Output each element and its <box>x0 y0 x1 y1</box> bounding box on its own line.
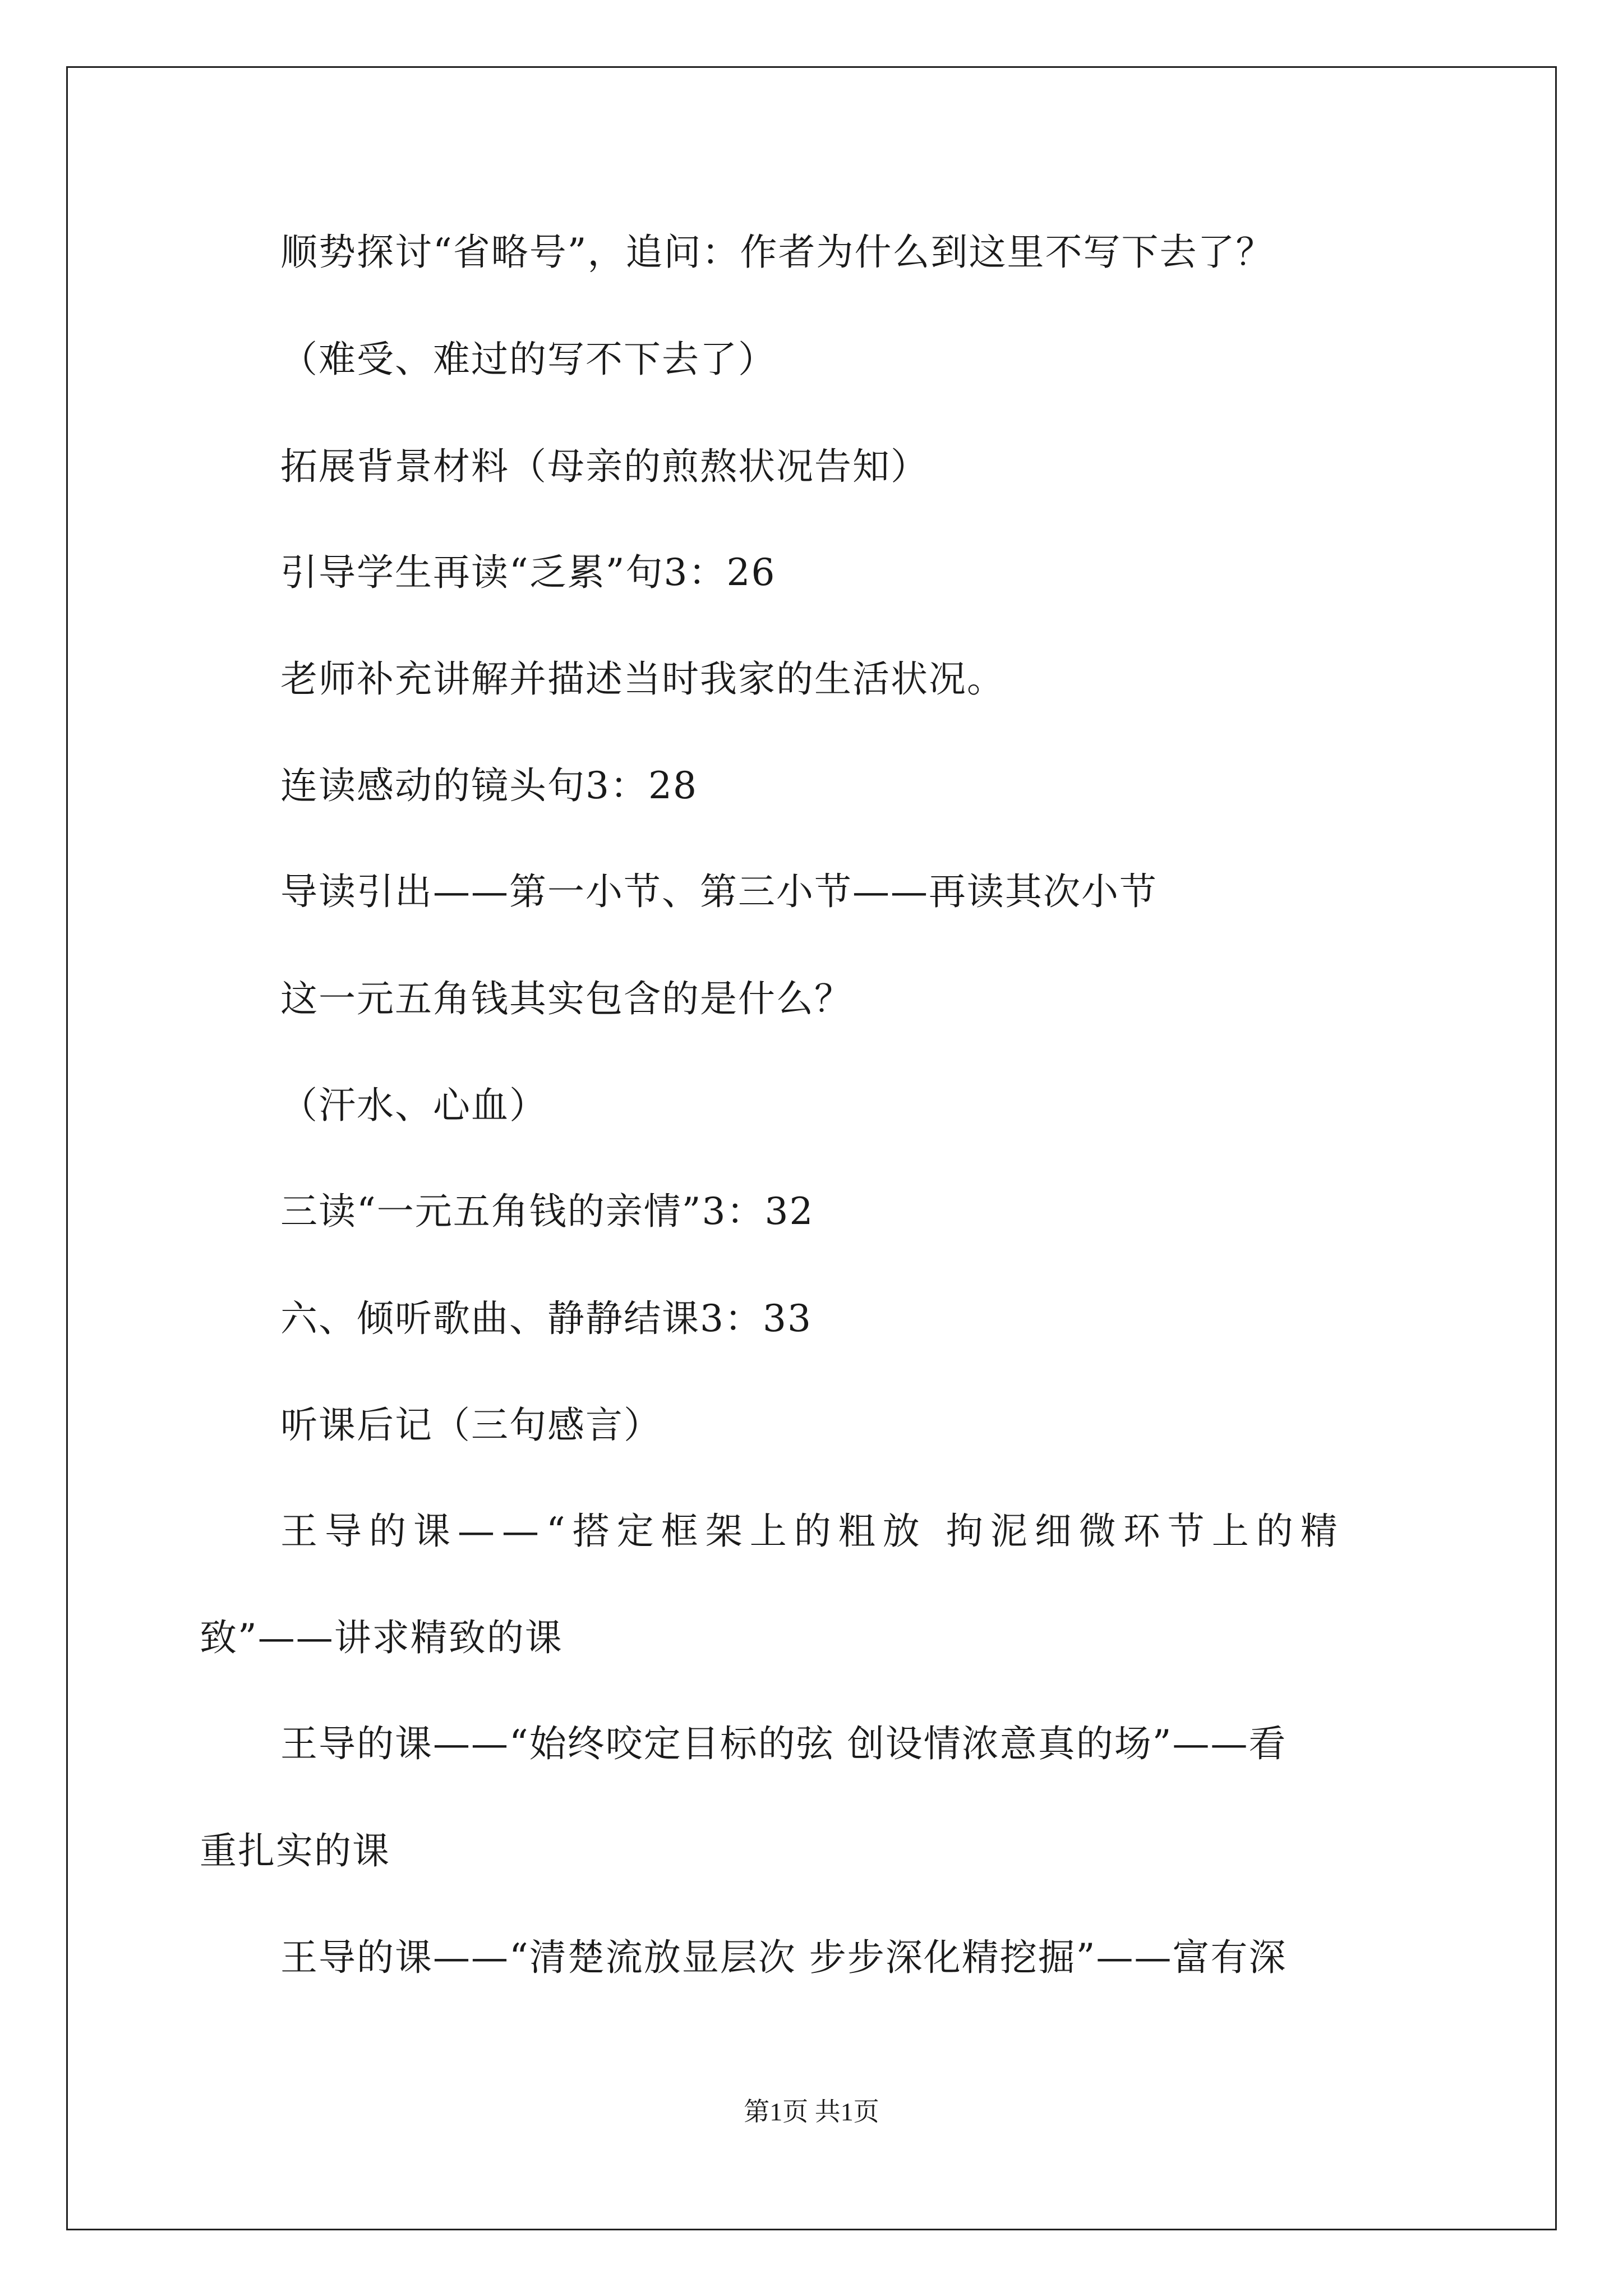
page-number: 第1页 共1页 <box>744 2097 879 2126</box>
paragraph-6: 连读感动的镜头句3：28 <box>280 764 698 807</box>
paragraph-1: 顺势探讨“省略号”，追问：作者为什么到这里不写下去了？ <box>280 231 1274 274</box>
paragraph-7: 导读引出——第一小节、第三小节——再读其次小节 <box>280 870 1158 913</box>
remark-1-line-1: 王导的课——“搭定框架上的粗放 拘泥细微环节上的精 <box>280 1510 1345 1553</box>
paragraph-9: （汗水、心血） <box>280 1084 547 1127</box>
paragraph-12: 听课后记（三句感言） <box>280 1404 662 1447</box>
remark-2-line-2: 重扎实的课 <box>200 1829 390 1872</box>
paragraph-10: 三读“一元五角钱的亲情”3：32 <box>280 1190 814 1233</box>
paragraph-11: 六、倾听歌曲、静静结课3：33 <box>280 1297 812 1340</box>
paragraph-5: 老师补充讲解并描述当时我家的生活状况。 <box>280 657 1005 701</box>
remark-2-line-1: 王导的课——“始终咬定目标的弦 创设情浓意真的场”——看 <box>280 1722 1287 1765</box>
paragraph-2: （难受、难过的写不下去了） <box>280 338 776 381</box>
paragraph-3: 拓展背景材料（母亲的煎熬状况告知） <box>280 445 929 488</box>
remark-1-line-2: 致”——讲求精致的课 <box>200 1616 563 1659</box>
page-border <box>66 66 1557 2230</box>
paragraph-4: 引导学生再读“乏累”句3：26 <box>280 551 776 594</box>
remark-3-line-1: 王导的课——“清楚流放显层次 步步深化精挖掘”——富有深 <box>280 1936 1287 1979</box>
paragraph-8: 这一元五角钱其实包含的是什么？ <box>280 977 852 1020</box>
